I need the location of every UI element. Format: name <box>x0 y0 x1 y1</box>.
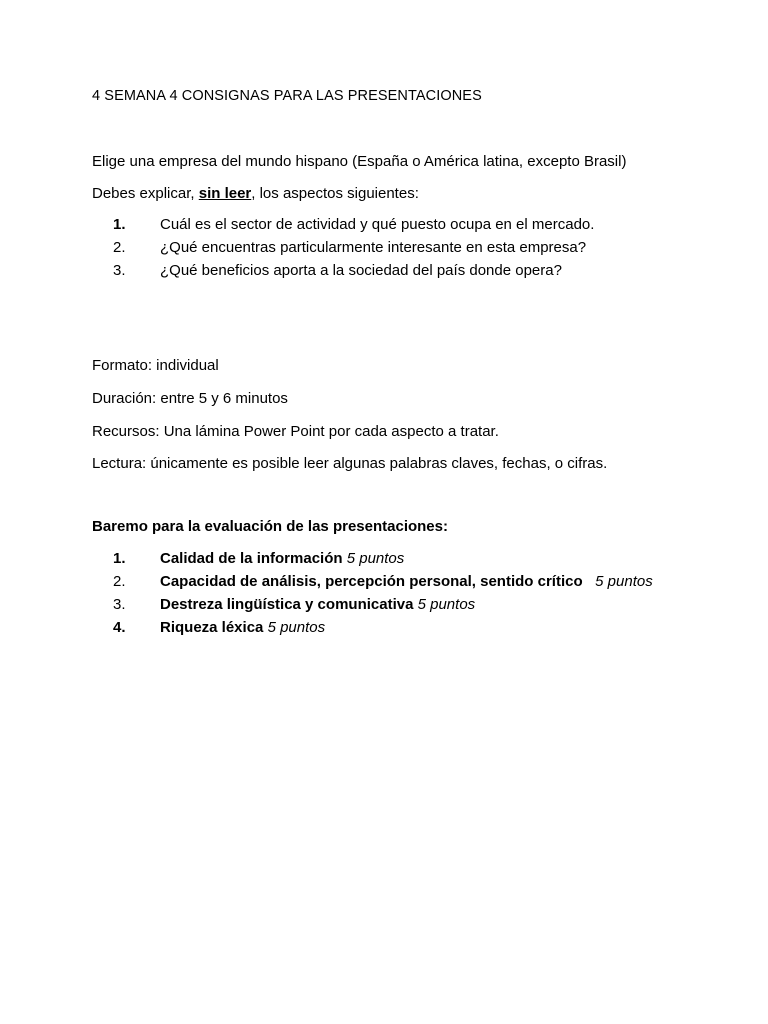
list-item <box>113 550 653 573</box>
explain-prefix: Debes explicar, <box>92 185 199 202</box>
criterion-label: Riqueza léxica <box>160 619 264 636</box>
list-item-text: Cuál es el sector de actividad y qué puesto ocupa en el mercado. <box>160 216 595 233</box>
explain-emphasis: sin leer <box>198 185 252 202</box>
list-item-text: ¿Qué encuentras particularmente interesante en esta empresa? <box>160 239 587 256</box>
list-item-number: 2. <box>113 239 126 256</box>
criterion-label: Calidad de la información <box>160 550 343 567</box>
list-item-number: 4. <box>113 619 126 636</box>
list-item <box>113 239 594 262</box>
instruction-explain <box>92 185 419 202</box>
list-item <box>113 262 594 285</box>
criterion-points: 5 puntos <box>267 619 326 636</box>
list-item <box>113 216 594 239</box>
criterion-label: Capacidad de análisis, percepción personal, sentido crítico <box>160 573 583 590</box>
list-item <box>113 596 653 619</box>
list-item-number: 1. <box>113 550 126 567</box>
list-item-number: 3. <box>113 262 126 279</box>
criterion-points: 5 puntos <box>346 550 405 567</box>
criterion-points: 5 puntos <box>417 596 476 613</box>
rubric-heading: Baremo para la evaluación de las presentaciones: <box>92 518 448 535</box>
list-item-number: 3. <box>113 596 126 613</box>
detail-duration: Duración: entre 5 y 6 minutos <box>92 390 288 407</box>
list-item-number: 1. <box>113 216 126 233</box>
explain-suffix: , los aspectos siguientes: <box>251 185 419 202</box>
rubric-list <box>113 550 653 642</box>
criterion-points: 5 puntos <box>595 573 653 590</box>
detail-reading: Lectura: únicamente es posible leer algunas palabras claves, fechas, o cifras. <box>92 455 608 472</box>
page-title: 4 SEMANA 4 CONSIGNAS PARA LAS PRESENTACIONES <box>92 88 482 104</box>
instruction-choose-company: Elige una empresa del mundo hispano (España o América latina, excepto Brasil) <box>92 153 627 170</box>
criterion-label: Destreza lingüística y comunicativa <box>160 596 414 613</box>
list-item <box>113 573 653 596</box>
list-item-text: ¿Qué beneficios aporta a la sociedad del país donde opera? <box>160 262 562 279</box>
detail-resources: Recursos: Una lámina Power Point por cada aspecto a tratar. <box>92 423 499 440</box>
list-item-number: 2. <box>113 573 126 590</box>
list-item <box>113 619 653 642</box>
aspects-list <box>113 216 594 285</box>
detail-format: Formato: individual <box>92 357 219 374</box>
